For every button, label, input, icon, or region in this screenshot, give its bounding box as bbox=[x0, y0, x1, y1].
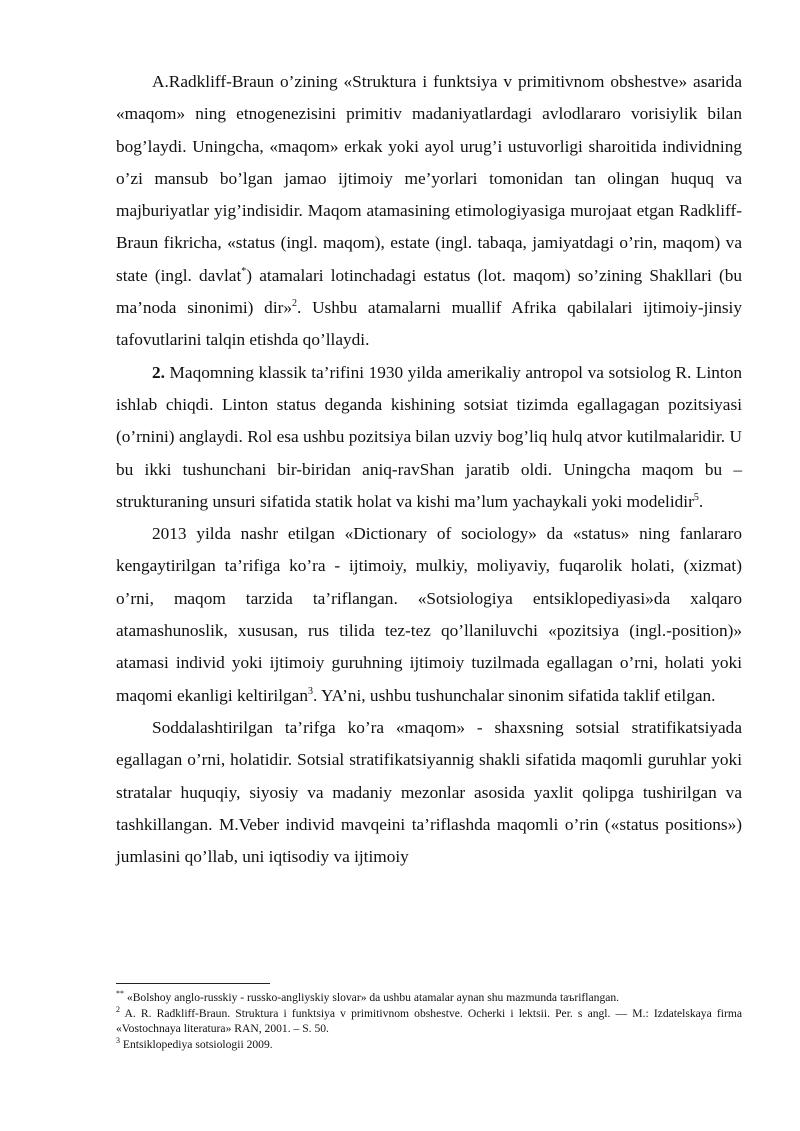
footnote-ref: 5 bbox=[693, 492, 699, 504]
footnote-1 bbox=[116, 990, 742, 1006]
paragraph-2-end: . bbox=[698, 491, 704, 511]
footnote-text: «Bolshoy anglo-russkiy - russko-angliyskiy slovar» da ushbu atamalar aynan shu mazmunda taъriflangan. bbox=[124, 991, 620, 1004]
paragraph-3-text: 2013 yilda nashr etilgan «Dictionary of sociology» da «status» ning fanlararo kengaytirilgan ta’rifiga ko’ra - ijtimoiy, mulkiy, moliyaviy, fuqarolik holati, (xizmat) o’rni, maqom tarzida ta’riflangan. «Sotsiologiya entsiklopediyasi»da xalqaro atamashunoslik, xususan, rus tilida tez-tez qo’llaniluvchi «pozitsiya (ingl.-position)» atamasi individ yoki ijtimoiy guruhning ijtimoiy tuzilmada egallagan o’rni, holati yoki maqomi ekanligi keltirilgan bbox=[116, 524, 742, 705]
paragraph-1-text: A.Radkliff-Braun o’zining «Struktura i funktsiya v primitivnom obshestve» asarida «maqom» ning etnogenezisini primitiv madaniyatlardagi avlodlararo vorisiylik bilan bog’laydi. Uningcha, «maqom» erkak yoki ayol urug’i ustuvorligi sharoitida individning o’zi mansub bo’lgan jamao ijtimoiy me’yorlari tomonidan tan olingan huquq va majburiyatlar yig’indisidir. Maqom atamasining etimologiyasiga murojaat etgan Radkliff-Braun fikricha, «status (ingl. maqom), estate (ingl. tabaqa, jamiyatdagi o’rin, maqom) va state (ingl. davlat bbox=[116, 72, 742, 285]
paragraph-1-text-c: . Ushbu atamalarni muallif Afrika qabilalari ijtimoiy-jinsiy tafovutlarini talqin etishda qo’llaydi. bbox=[116, 298, 742, 350]
footnote-text: A. R. Radkliff-Braun. Struktura i funktsiya v primitivnom obshestve. Ocherki i lektsii. Per. s angl. — M.: Izdatelskaya firma «Vostochnaya literatura» RAN, 2001. – S. 50. bbox=[116, 1006, 742, 1035]
paragraph-1 bbox=[116, 66, 742, 357]
footnote-mark: ** bbox=[116, 989, 124, 999]
footnotes bbox=[116, 990, 742, 1052]
paragraph-3 bbox=[116, 518, 742, 712]
footnote-mark: 3 bbox=[116, 1035, 120, 1045]
paragraph-4 bbox=[116, 712, 742, 873]
paragraph-3-end: . YA’ni, ushbu tushunchalar sinonim sifatida taklif etilgan. bbox=[312, 685, 716, 705]
paragraph-2 bbox=[116, 357, 742, 518]
footnote-text: Entsiklopediya sotsiologii 2009. bbox=[120, 1037, 273, 1051]
paragraph-1-text-b: ) atamalari lotinchadagi estatus (lot. maqom) so’zining Shakllari (bu ma’noda sinonimi) dir» bbox=[116, 265, 743, 318]
paragraph-4-text: Soddalashtirilgan ta’rifga ko’ra «maqom» - shaxsning sotsial stratifikatsiyada egallagan o’rni, holatidir. Sotsial stratifikatsiyannig shakli sifatida maqomli guruhlar yoki stratalar huquqiy, siyosiy va madaniy mezonlar asosida yaxlit qolipga tushirilgan va tashkillangan. M.Veber individ mavqeini ta’riflashda maqomli o’rin («status positions») jumlasini qo’llab, uni iqtisodiy va ijtimoiy bbox=[116, 717, 742, 867]
main-text bbox=[116, 66, 742, 873]
footnote-ref: 2 bbox=[292, 298, 298, 310]
footnote-3 bbox=[116, 1037, 742, 1053]
paragraph-2-text: Maqomning klassik ta’rifini 1930 yilda amerikaliy antropol va sotsiolog R. Linton ishlab chiqdi. Linton status deganda kishining sotsiat tizimda egallagagan pozitsiyasi (o’rnini) anglaydi. Rol esa ushbu pozitsiya bilan uzviy bog’liq hulq atvor kutilmalaridir. U bu ikki tushunchani bir-biridan aniq-ravShan jaratib oldi. Uningcha maqom bu – strukturaning unsuri sifatida statik holat va kishi ma’lum yachaykali yoki modelidir bbox=[116, 362, 742, 511]
footnote-ref: 3 bbox=[307, 685, 313, 697]
footnote-2 bbox=[116, 1006, 742, 1037]
paragraph-number: 2. bbox=[152, 362, 165, 382]
footnote-ref: * bbox=[241, 266, 247, 278]
footnote-mark: 2 bbox=[116, 1004, 120, 1014]
footnote-divider bbox=[116, 983, 270, 984]
